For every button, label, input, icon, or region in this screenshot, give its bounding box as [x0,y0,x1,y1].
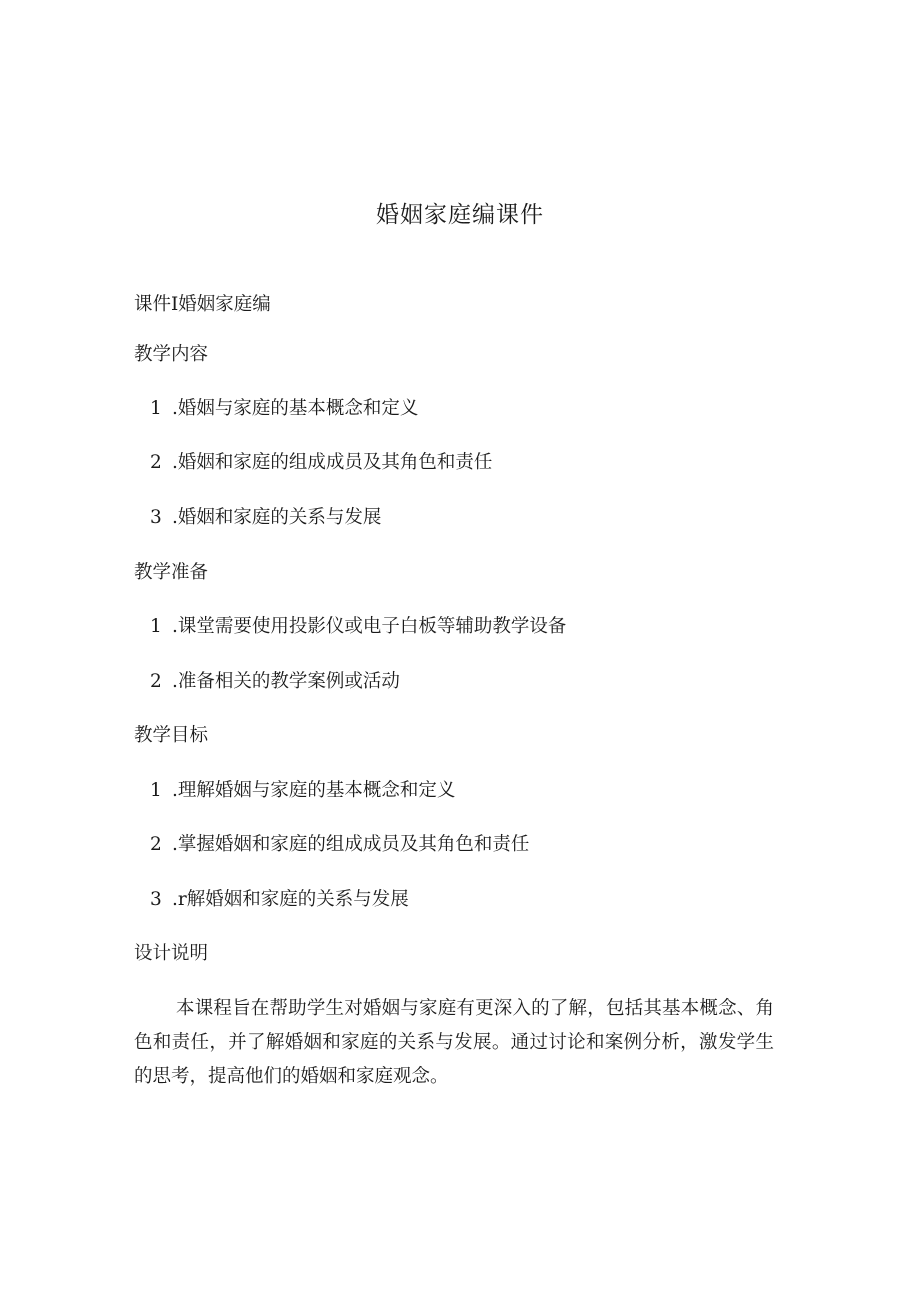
section-heading-design-notes: 设计说明 [134,943,209,964]
list-item [150,669,400,695]
list-item [150,778,455,804]
list-item [150,887,409,913]
list-item-text: .婚姻和家庭的关系与发展 [172,507,382,528]
list-item-text: .婚姻和家庭的组成成员及其角色和责任 [172,452,493,473]
document-title: 婚姻家庭编课件 [376,202,544,228]
courseware-subtitle: 课件I婚姻家庭编 [134,294,271,315]
list-item-number: 1 [150,616,162,637]
list-item-number: 2 [150,671,162,692]
section-heading-teaching-content: 教学内容 [134,344,209,365]
list-item [150,396,418,422]
list-item [150,505,381,531]
design-notes-paragraph: 本课程旨在帮助学生对婚姻与家庭有更深入的了解，包括其基本概念、角色和责任，并了解婚姻和家庭的关系与发展。通过讨论和案例分析，激发学生的思考，提高他们的婚姻和家庭观念。 [134,998,774,1087]
list-item-text: .掌握婚姻和家庭的组成成员及其角色和责任 [172,834,530,855]
list-item [150,832,529,858]
list-item-text: .理解婚姻与家庭的基本概念和定义 [172,780,456,801]
list-item-number: 3 [150,889,162,910]
list-item-number: 2 [150,452,162,473]
section-heading-teaching-preparation: 教学准备 [134,562,209,583]
list-item-number: 3 [150,507,162,528]
list-item-number: 2 [150,834,162,855]
section-heading-teaching-objectives: 教学目标 [134,725,209,746]
list-item-text: .r解婚姻和家庭的关系与发展 [172,889,409,910]
list-item [150,450,492,476]
list-item-number: 1 [150,398,162,419]
list-item-text: .课堂需要使用投影仪或电子白板等辅助教学设备 [172,616,567,637]
list-item-number: 1 [150,780,162,801]
list-item-text: .婚姻与家庭的基本概念和定义 [172,398,419,419]
list-item [150,614,566,640]
list-item-text: .准备相关的教学案例或活动 [172,671,400,692]
